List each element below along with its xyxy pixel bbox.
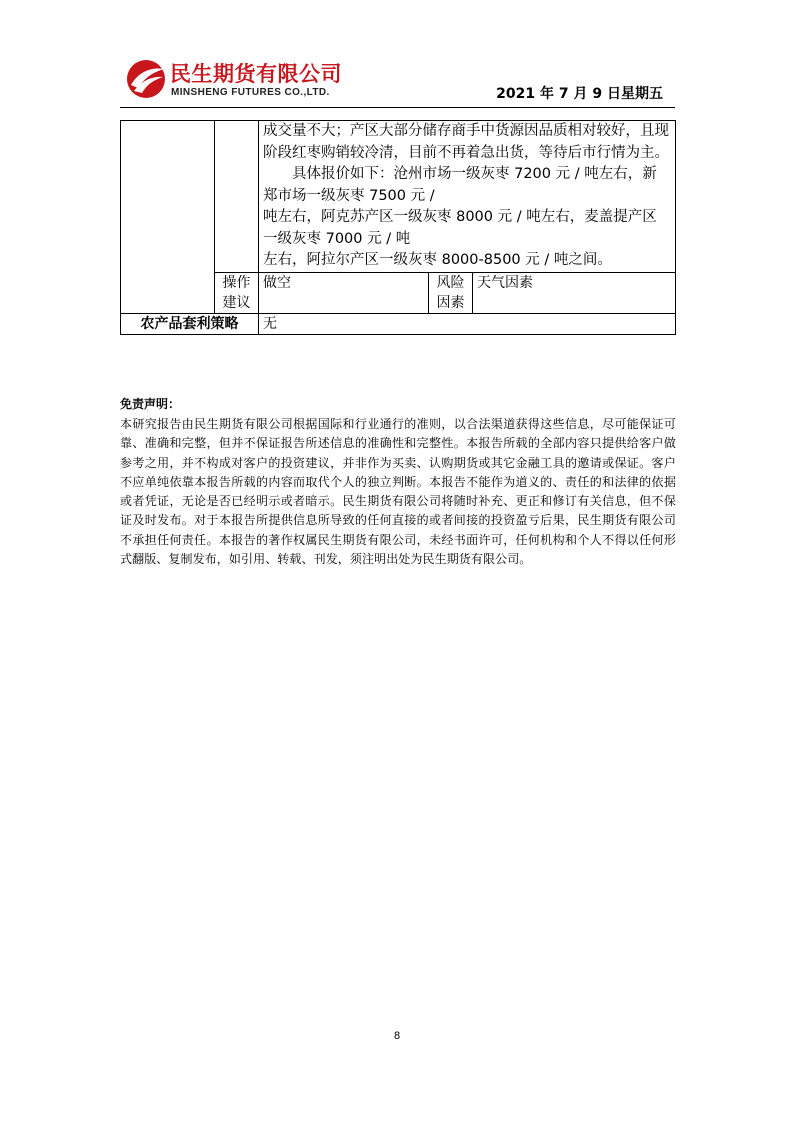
report-date: 2021 年 7 月 9 日星期五	[496, 86, 663, 102]
report-table	[120, 120, 676, 335]
analysis-paragraph: 成交量不大；产区大部分储存商手中货源因品质相对较好，且现阶段红枣购销较冷清，目前不再着急出货，等待后市行情为主。	[263, 123, 669, 161]
company-name-en: MINSHENG FUTURES CO.,LTD.	[171, 87, 330, 98]
arbitrage-value: 无	[259, 313, 676, 334]
disclaimer-body: 本研究报告由民生期货有限公司根据国际和行业通行的准则，以合法渠道获得这些信息，尽可能保证可靠、准确和完整，但并不保证报告所述信息的准确性和完整性。本报告所载的全部内容只提供给客户做参考之用，并不构成对客户的投资建议，并非作为买卖、认购期货或其它金融工具的邀请或保证。客户不应单纯依靠本报告所载的内容而取代个人的独立判断。本报告不能作为道义的、责任的和法律的依据或者凭证，无论是否已经明示或者暗示。民生期货有限公司将随时补充、更正和修订有关信息，但不保证及时发布。对于本报告所提供信息所导致的任何直接的或者间接的投资盈亏后果，民生期货有限公司不承担任何责任。本报告的著作权属民生期货有限公司，未经书面许可，任何机构和个人不得以任何形式翻版、复制发布，如引用、转载、刊发，须注明出处为民生期货有限公司。	[120, 417, 676, 567]
operation-value: 做空	[259, 272, 429, 313]
category-cell-empty	[121, 121, 215, 314]
company-logo	[125, 58, 370, 102]
analysis-paragraph: 左右，阿拉尔产区一级灰枣 8000-8500 元 / 吨之间。	[263, 252, 612, 268]
disclaimer-section	[120, 395, 676, 569]
company-name-cn: 民生期货有限公司	[170, 62, 342, 86]
label-cell-empty	[215, 121, 259, 273]
header-divider	[120, 107, 675, 108]
risk-label: 风险因素	[429, 272, 473, 313]
arbitrage-label: 农产品套利策略	[121, 313, 259, 334]
risk-value: 天气因素	[473, 272, 676, 313]
page-number: 8	[393, 1030, 401, 1042]
analysis-paragraph: 吨左右，阿克苏产区一级灰枣 8000 元 / 吨左右，麦盖提产区一级灰枣 7000 元 / 吨	[263, 209, 657, 247]
analysis-paragraph: 具体报价如下：沧州市场一级灰枣 7200 元 / 吨左右，新郑市场一级灰枣 7500 元 /	[263, 166, 657, 204]
operation-label: 操作建议	[215, 272, 259, 313]
arbitrage-row	[121, 313, 676, 334]
disclaimer-title: 免责声明：	[120, 397, 181, 411]
analysis-row	[121, 121, 676, 273]
minsheng-logo-icon	[125, 58, 167, 100]
analysis-text-cell	[259, 121, 676, 273]
